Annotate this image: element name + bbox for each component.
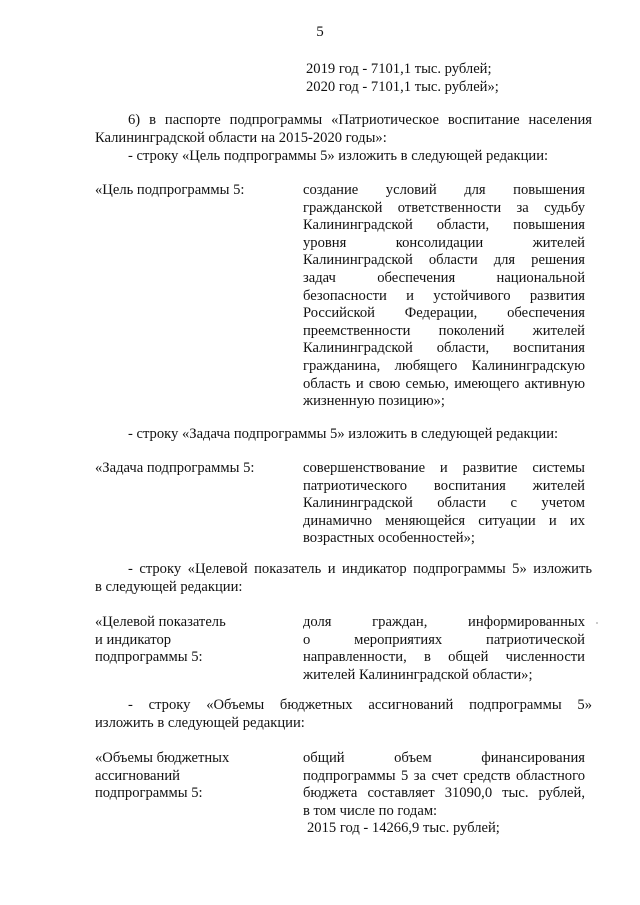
item6-line1: 6) в паспорте подпрограммы «Патриотическое воспитание населения [128,112,592,128]
indicator-instruction-line2: в следующей редакции: [95,579,243,595]
budget-label-line: ассигнований [95,767,180,784]
task-line: Калининградской области с учетом [303,495,585,512]
budget-instruction-line2: изложить в следующей редакции: [95,715,305,731]
indicator-line: жителей Калининградской области»; [303,666,533,683]
budget-line: общий объем финансирования [303,750,585,766]
budget-line: 2015 год - 14266,9 тыс. рублей; [307,820,500,837]
item6-line2: Калининградской области на 2015-2020 годы»: [95,130,387,146]
indicator-line: доля граждан, информированных [303,614,585,630]
goal-line: Калининградской области для решения [303,252,585,269]
indicator-value [303,614,585,684]
goal-line: безопасности и устойчивого развития [303,287,585,304]
indicator-label-line: «Целевой показатель [95,614,226,630]
budget-line: подпрограммы 5 за счет средств областного [303,767,585,784]
indicator-line: направленности, в общей численности [303,649,585,666]
budget-label [95,750,295,803]
task-instruction: - строку «Задача подпрограммы 5» изложить в следующей редакции: [128,426,559,442]
task-line: патриотического воспитания жителей [303,477,585,494]
task-line: возрастных особенностей»; [303,530,475,547]
indicator-instruction-line1: - строку «Целевой показатель и индикатор подпрограммы 5» изложить [128,561,592,577]
task-line: динамично меняющейся ситуации и их [303,512,585,529]
goal-label: «Цель подпрограммы 5: [95,182,245,198]
budget-line: в том числе по годам: [303,802,438,819]
goal-line: гражданина, любящего Калининградскую [303,357,585,374]
scan-speck [596,622,598,624]
task-label: «Задача подпрограммы 5: [95,460,255,476]
goal-line: задач обеспечения национальной [303,269,585,286]
goal-value [303,182,585,411]
goal-line: Калининградской области, повышения [303,217,585,234]
goal-line: создание условий для повышения [303,182,585,198]
budget-label-line: «Объемы бюджетных [95,750,230,766]
indicator-label-line: подпрограммы 5: [95,649,203,666]
item6-instruction: - строку «Цель подпрограммы 5» изложить в следующей редакции: [128,148,549,164]
budget-line: бюджета составляет 31090,0 тыс. рублей, [303,785,585,802]
goal-line: Калининградской области, воспитания [303,340,585,357]
carry-line-2020: 2020 год - 7101,1 тыс. рублей»; [306,79,499,95]
budget-label-line: подпрограммы 5: [95,785,203,802]
budget-value [303,750,585,838]
goal-line: жизненную позицию»; [303,393,445,410]
goal-line: преемственности поколений жителей [303,322,585,339]
task-line: совершенствование и развитие системы [303,460,585,476]
goal-line: гражданской ответственности за судьбу [303,199,585,216]
indicator-label [95,614,295,667]
budget-instruction-line1: - строку «Объемы бюджетных ассигнований подпрограммы 5» [128,697,592,713]
page-number: 5 [316,24,324,40]
indicator-label-line: и индикатор [95,631,172,648]
goal-line: уровня консолидации жителей [303,234,585,251]
goal-line: Российской Федерации, обеспечения [303,305,585,322]
task-value [303,460,585,548]
carry-line-2019: 2019 год - 7101,1 тыс. рублей; [306,61,492,77]
indicator-line: о мероприятиях патриотической [303,631,585,648]
goal-line: область и свою семью, имеющего активную [303,375,585,392]
